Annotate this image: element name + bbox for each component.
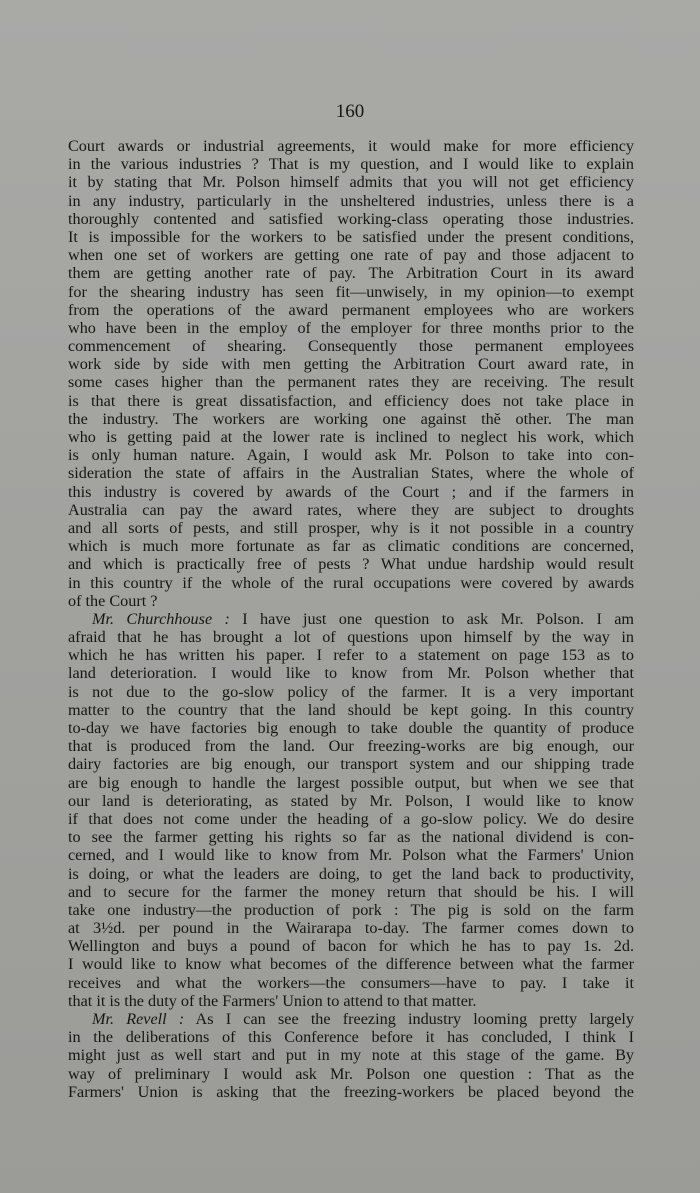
line-text: when one set of workers are getting one rate of pay and those adjacent to <box>68 246 634 265</box>
line-text: way of preliminary I would ask Mr. Polson one question : That as the <box>68 1064 634 1083</box>
text-line <box>68 555 634 573</box>
text-line <box>68 846 634 864</box>
line-text: and which is practically free of pests ? What undue hardship would result <box>68 555 634 574</box>
line-text: cerned, and I would like to know from Mr. Polson what the Farmers' Union <box>68 846 634 865</box>
line-text: thoroughly contented and satisfied working-class operating those industries. <box>68 209 634 228</box>
text-line <box>68 501 634 519</box>
text-line <box>68 883 634 901</box>
line-text: to see the farmer getting his rights so far as the national dividend is con- <box>68 828 634 847</box>
line-text: who have been in the employ of the employer for three months prior to the <box>68 318 634 337</box>
text-line <box>68 373 634 391</box>
line-text: is not due to the go-slow policy of the farmer. It is a very important <box>68 682 634 701</box>
text-line <box>68 137 634 155</box>
line-text: Wellington and buys a pound of bacon for which he has to pay 1s. 2d. <box>68 937 634 956</box>
line-text: in any industry, particularly in the unsheltered industries, unless there is a <box>68 191 634 210</box>
text-line <box>68 428 634 446</box>
text-line <box>68 283 634 301</box>
line-text: which he has written his paper. I refer to a statement on page 153 as to <box>68 646 634 665</box>
line-text: Farmers' Union is asking that the freezing-workers be placed beyond the <box>68 1082 634 1101</box>
line-text: is that there is great dissatisfaction, and efficiency does not take place in <box>68 391 634 410</box>
line-text: I have just one question to ask Mr. Polson. I am <box>242 609 634 628</box>
text-line <box>68 792 634 810</box>
text-line <box>68 810 634 828</box>
text-line <box>68 264 634 282</box>
text-line <box>68 1046 634 1064</box>
text-line <box>68 683 634 701</box>
text-line <box>68 301 634 319</box>
line-text: land deterioration. I would like to know from Mr. Polson whether that <box>68 664 634 683</box>
line-text: who is getting paid at the lower rate is inclined to neglect his work, which <box>68 428 634 446</box>
text-line <box>68 919 634 937</box>
paragraph <box>68 1010 634 1101</box>
text-line <box>68 446 634 464</box>
paragraph <box>68 137 634 610</box>
line-text: that is produced from the land. Our freezing-works are big enough, our <box>68 737 634 756</box>
text-line <box>68 610 634 628</box>
line-text: from the operations of the award permanent employees who are workers <box>68 300 634 319</box>
line-text: it by stating that Mr. Polson himself admits that you will not get efficiency <box>68 173 634 192</box>
line-text: for the shearing industry has seen fit—unwisely, in my opinion—to exempt <box>68 282 634 301</box>
speaker-name: Mr. Churchhouse : <box>92 609 230 628</box>
text-line <box>68 755 634 773</box>
text-line <box>68 1010 634 1028</box>
text-line <box>68 337 634 355</box>
text-line <box>68 737 634 755</box>
line-text: this industry is covered by awards of the Court ; and if the farmers in <box>68 482 634 501</box>
text-line <box>68 246 634 264</box>
text-line <box>68 410 634 428</box>
line-text: dairy factories are big enough, our transport system and our shipping trade <box>68 755 634 774</box>
text-line <box>68 974 634 992</box>
line-text: is only human nature. Again, I would ask Mr. Polson to take into con- <box>68 446 634 465</box>
line-text: As I can see the freezing industry looming pretty largely <box>195 1010 634 1028</box>
text-line <box>68 701 634 719</box>
body-text <box>68 137 634 1101</box>
text-line <box>68 592 634 610</box>
line-text: take one industry—the production of pork : The pig is sold on the farm <box>68 900 634 919</box>
line-text: Court awards or industrial agreements, it would make for more efficiency <box>68 137 634 155</box>
text-line <box>68 828 634 846</box>
line-text: It is impossible for the workers to be satisfied under the present conditions, <box>68 227 634 246</box>
text-line <box>68 664 634 682</box>
text-line <box>68 901 634 919</box>
line-text: commencement of shearing. Consequently those permanent employees <box>68 337 634 356</box>
line-text: to-day we have factories big enough to take double the quantity of produce <box>68 719 634 737</box>
text-line <box>68 319 634 337</box>
text-line <box>68 1065 634 1083</box>
line-text: receives and what the workers—the consumers—have to pay. I take it <box>68 973 634 992</box>
line-text: in the various industries ? That is my question, and I would like to explain <box>68 155 634 174</box>
text-line <box>68 1083 634 1101</box>
text-line <box>68 1028 634 1046</box>
text-line <box>68 192 634 210</box>
line-text: sideration the state of affairs in the Australian States, where the whole of <box>68 464 634 483</box>
text-line <box>68 719 634 737</box>
line-text: which is much more fortunate as far as climatic conditions are concerned, <box>68 537 634 556</box>
line-text: is doing, or what the leaders are doing, to get the land back to productivity, <box>68 864 634 883</box>
line-text: and all sorts of pests, and still prosper, why is it not possible in a country <box>68 518 634 537</box>
text-line <box>68 173 634 191</box>
line-text: Australia can pay the award rates, where they are subject to droughts <box>68 500 634 519</box>
line-text: in this country if the whole of the rural occupations were covered by awards <box>68 573 634 592</box>
text-line <box>68 628 634 646</box>
line-text: I would like to know what becomes of the difference between what the farmer <box>68 955 634 974</box>
line-text: might just as well start and put in my note at this stage of the game. By <box>68 1046 634 1065</box>
text-line <box>68 210 634 228</box>
text-line <box>68 937 634 955</box>
line-text: of the Court ? <box>68 591 158 610</box>
line-text: matter to the country that the land should be kept going. In this country <box>68 700 634 719</box>
line-text: and to secure for the farmer the money return that should be his. I will <box>68 882 634 901</box>
line-text: some cases higher than the permanent rates they are receiving. The result <box>68 373 634 392</box>
text-line <box>68 519 634 537</box>
line-text: in the deliberations of this Conference before it has concluded, I think I <box>68 1028 634 1047</box>
text-line <box>68 228 634 246</box>
line-text: work side by side with men getting the Arbitration Court award rate, in <box>68 355 634 374</box>
line-text: that it is the duty of the Farmers' Union to attend to that matter. <box>68 991 477 1010</box>
text-line <box>68 865 634 883</box>
text-line <box>68 646 634 664</box>
line-text: the industry. The workers are working one against thĕ other. The man <box>68 409 634 428</box>
line-text: our land is deteriorating, as stated by Mr. Polson, I would like to know <box>68 791 634 810</box>
text-line <box>68 992 634 1010</box>
text-line <box>68 155 634 173</box>
text-line <box>68 955 634 973</box>
line-text: are big enough to handle the largest possible output, but when we see that <box>68 773 634 792</box>
text-line <box>68 574 634 592</box>
speaker-name: Mr. Revell : <box>92 1010 185 1028</box>
page-number: 160 <box>335 101 365 122</box>
text-line <box>68 483 634 501</box>
line-text: at 3½d. per pound in the Wairarapa to-day. The farmer comes down to <box>68 919 634 938</box>
text-line <box>68 774 634 792</box>
text-line <box>68 537 634 555</box>
line-text: afraid that he has brought a lot of questions upon himself by the way in <box>68 628 634 647</box>
line-text: if that does not come under the heading of a go-slow policy. We do desire <box>68 809 634 828</box>
line-text: them are getting another rate of pay. The Arbitration Court in its award <box>68 264 634 283</box>
paragraph <box>68 610 634 1010</box>
text-line <box>68 355 634 373</box>
text-line <box>68 392 634 410</box>
text-line <box>68 464 634 482</box>
